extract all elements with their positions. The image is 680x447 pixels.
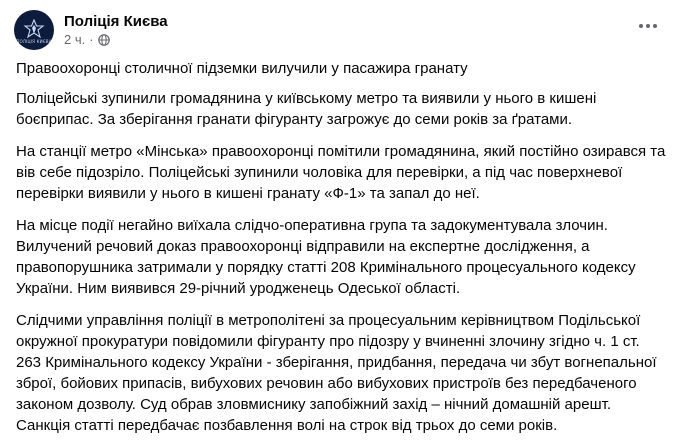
post-header xyxy=(14,10,168,50)
avatar-caption: ПОЛІЦІЯ КИЄВА xyxy=(16,39,52,44)
post-meta xyxy=(64,12,168,48)
globe-icon xyxy=(98,34,110,46)
post-paragraph: Поліцейські зупинили громадянина у київському метро та виявили у нього в кишені боєприпас. За зберігання гранати фігуранту загрожує до семи років за ґратами. xyxy=(16,90,597,128)
more-options-icon xyxy=(653,24,657,28)
separator-dot: · xyxy=(89,32,94,47)
post-paragraph: На місце події негайно виїхала слідчо-оперативна група та задокументувала злочин. Вилучений речовий доказ правоохоронці відправили на експертне дослідження, а правопорушника затримали у порядку статті 208 Кримінального процесуального кодексу України. Ним виявився 29-річний уродженець Одеської області. xyxy=(16,217,636,297)
police-badge-icon xyxy=(23,19,45,41)
page-avatar[interactable] xyxy=(14,10,54,50)
post-timestamp[interactable]: 2 ч. xyxy=(64,32,86,47)
post-headline: Правоохоронці столичної підземки вилучили у пасажира гранату xyxy=(16,60,468,77)
post-body xyxy=(16,58,666,447)
post-paragraph: На станції метро «Мінська» правоохоронці помітили громадянина, який постійно озирався та вів себе підозріло. Поліцейські зупинили чоловіка для перевірки, а під час поверхневої перевірки виявили у нього в кишені гранату «Ф-1» та запал до неї. xyxy=(16,143,666,202)
post-paragraph: Слідчими управління поліції в метрополітені за процесуальним керівництвом Подільської окружної прокуратури повідомили фігуранту про підозру у вчиненні злочину згідно ч. 1 ст. 263 Кримінального кодексу України - зберігання, придбання, передача чи збут вогнепальної зброї, бойових припасів, вибухових речовин або вибухових пристроїв без передбаченого законом дозволу. Суд обрав зловмиснику запобіжний захід – нічний домашній арешт. Санкція статті передбачає позбавлення волі на строк від трьох до семи років. xyxy=(16,312,657,434)
page-name-link[interactable]: Поліція Києва xyxy=(64,13,168,30)
more-options-button[interactable] xyxy=(634,16,662,36)
more-options-icon xyxy=(639,24,643,28)
more-options-icon xyxy=(646,24,650,28)
time-row xyxy=(64,32,168,48)
